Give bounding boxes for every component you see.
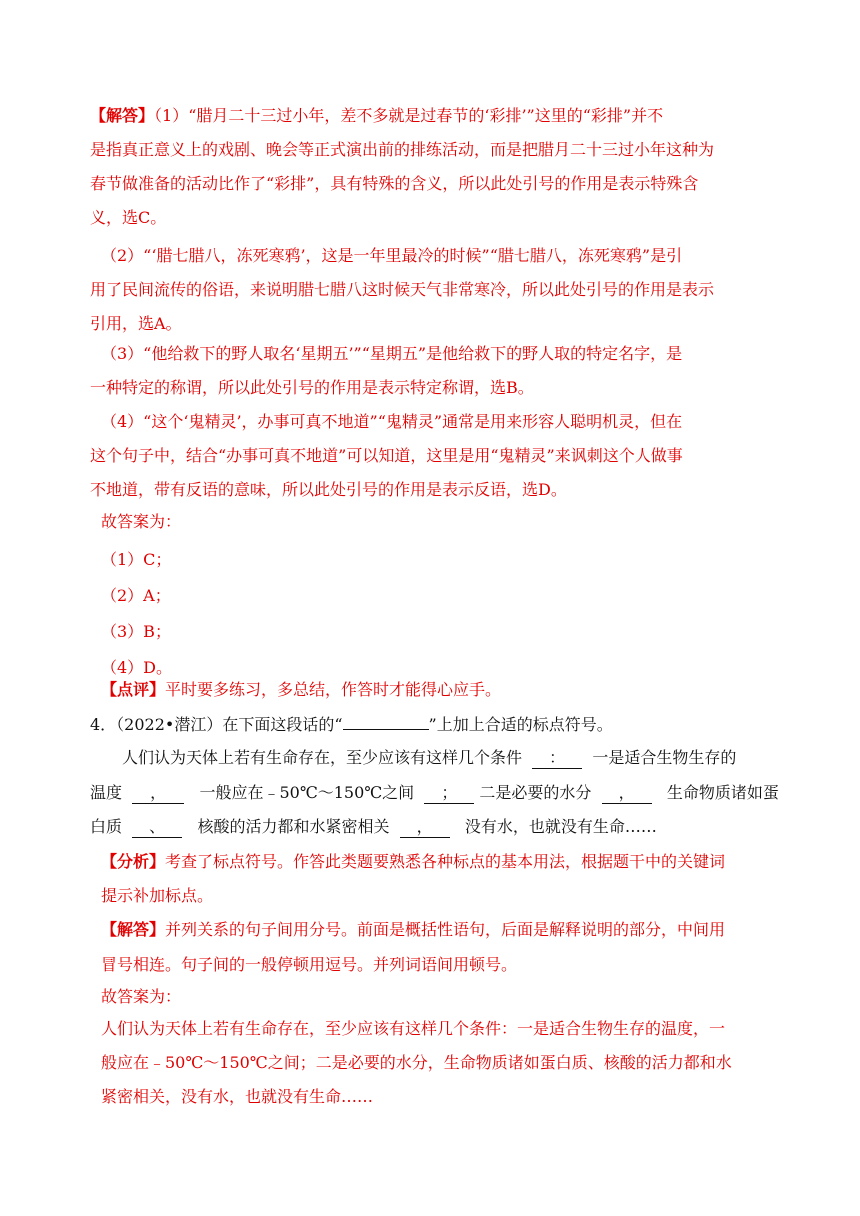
passage-text: 温度 [90, 783, 123, 802]
passage-text: 核酸的活力都和水紧密相关 [197, 817, 390, 836]
answer-blank-2: ， [132, 783, 184, 804]
answer-blank-4: ， [602, 783, 652, 804]
answer-blank-3: ； [424, 783, 474, 804]
passage-text: 生命物质诸如蛋 [666, 783, 779, 802]
solution-answer-line-2: 般应在﹣50℃～150℃之间；二是必要的水分，生命物质诸如蛋白质、核酸的活力都和水 [101, 1053, 732, 1072]
question-4-passage-line-3 [90, 810, 790, 844]
answer-line-6: 用了民间流传的俗语，来说明腊七腊八这时候天气非常寒冷，所以此处引号的作用是表示 [90, 280, 715, 299]
answer-line-10: （4）“这个‘鬼精灵’，办事可真不地道”“鬼精灵”通常是用来形容人聪明机灵，但在 [101, 412, 683, 431]
question-4-suffix: ”上加上合适的标点符号。 [428, 715, 613, 734]
answer-item-3: （3）B； [101, 622, 171, 641]
answer-blank-6: ， [400, 817, 450, 838]
answer-item-4: （4）D。 [101, 658, 173, 677]
answer-blank-5: 、 [132, 817, 182, 838]
solution-answer-line-1: 人们认为天体上若有生命存在，至少应该有这样几个条件：一是适合生物生存的温度，一 [101, 1019, 726, 1038]
solution-answer-line-3: 紧密相关，没有水，也就没有生命…… [101, 1087, 374, 1106]
answer-line-7: 引用，选A。 [90, 314, 182, 333]
solution-line-1 [101, 913, 801, 947]
analysis-text: 考查了标点符号。作答此类题要熟悉各种标点的基本用法，根据题干中的关键词 [165, 852, 726, 871]
passage-text: 人们认为天体上若有生命存在，至少应该有这样几个条件 [122, 748, 523, 767]
passage-text: 一是适合生物生存的 [592, 748, 737, 767]
solution-line-2: 冒号相连。句子间的一般停顿用逗号。并列词语间用顿号。 [101, 955, 518, 974]
analysis-line-1 [101, 845, 801, 879]
answer-line-8: （3）“他给救下的野人取名‘星期五’”“星期五”是他给救下的野人取的特定名字，是 [101, 344, 683, 363]
passage-text: 没有水，也就没有生命…… [464, 817, 657, 836]
answer-item-2: （2）A； [101, 586, 171, 605]
answer-line-11: 这个句子中，结合“办事可真不地道”可以知道，这里是用“鬼精灵”来讽刺这个人做事 [90, 446, 683, 465]
question-4-prefix: 4．（2022•潜江）在下面这段话的“ [90, 715, 343, 734]
question-4-passage-line-1 [122, 741, 822, 775]
question-4-passage-line-2 [90, 776, 790, 810]
answer-line-3: 春节做准备的活动比作了“彩排”，具有特殊的含义，所以此处引号的作用是表示特殊含 [90, 174, 699, 193]
solution-answer-label: 故答案为： [101, 987, 182, 1006]
answer-text: （1）“腊月二十三过小年，差不多就是过春节的‘彩排’”这里的“彩排”并不 [154, 106, 664, 125]
passage-text: 白质 [90, 817, 123, 836]
passage-text: 二是必要的水分 [479, 783, 592, 802]
answer-line-9: 一种特定的称谓，所以此处引号的作用是表示特定称谓，选B。 [90, 378, 534, 397]
question-4-stem [90, 708, 790, 742]
answer-line-5: （2）“‘腊七腊八，冻死寒鸦’，这是一年里最冷的时候”“腊七腊八，冻死寒鸦”是引 [101, 246, 683, 265]
comment-text: 平时要多练习，多总结，作答时才能得心应手。 [165, 680, 502, 699]
answer-item-1: （1）C； [101, 550, 172, 569]
comment-tag: 【点评】 [101, 680, 166, 699]
answer-line-2: 是指真正意义上的戏剧、晚会等正式演出前的排练活动，而是把腊月二十三过小年这种为 [90, 140, 715, 159]
comment-line [101, 673, 801, 707]
solution-tag: 【解答】 [101, 920, 166, 939]
solution-text: 并列关系的句子间用分号。前面是概括性语句，后面是解释说明的部分，中间用 [165, 920, 726, 939]
answer-line-1 [90, 99, 790, 133]
answer-label: 故答案为： [101, 512, 182, 531]
passage-text: 一般应在﹣50℃～150℃之间 [199, 783, 415, 802]
analysis-tag: 【分析】 [101, 852, 166, 871]
question-4-stem-blank [343, 729, 429, 730]
answer-line-4: 义，选C。 [90, 208, 167, 227]
analysis-line-2: 提示补加标点。 [101, 886, 214, 905]
answer-tag: 【解答】 [90, 106, 155, 125]
answer-blank-1: ： [532, 748, 582, 769]
answer-line-12: 不地道，带有反语的意味，所以此处引号的作用是表示反语，选D。 [90, 480, 567, 499]
